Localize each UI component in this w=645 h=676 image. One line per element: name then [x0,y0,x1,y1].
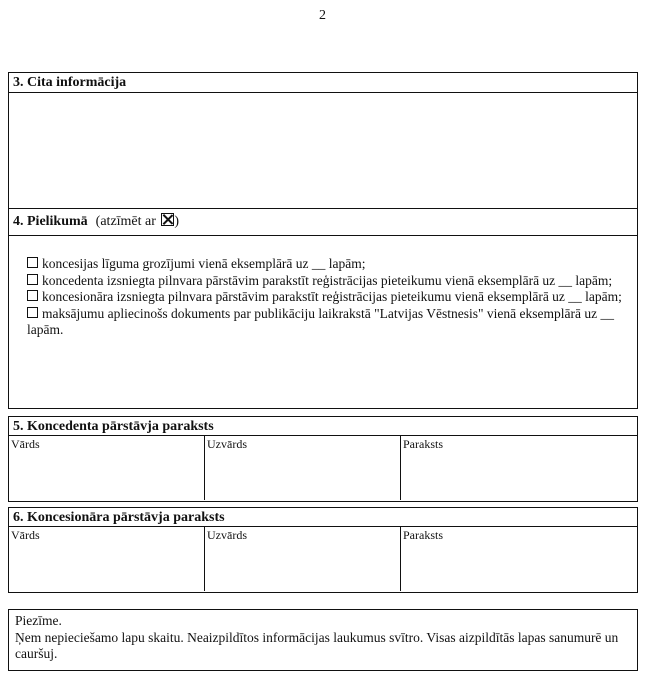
attachment-label: koncesionāra izsniegta pilnvara pārstāvim parakstīt reģistrācijas pieteikumu vienā eksemplārā uz __ lapām; [42,289,622,304]
section-grantor-signature [8,416,638,502]
section-5-title: 5. Koncedenta pārstāvja paraksts [9,417,637,436]
first-name-field[interactable] [9,436,205,500]
column-label: Vārds [11,528,40,542]
list-item [27,273,631,290]
section-attachments [8,207,638,409]
attachment-label: koncesijas līguma grozījumi vienā eksemplārā uz __ lapām; [42,256,366,271]
first-name-field[interactable] [9,527,205,591]
signature-field[interactable] [401,527,637,591]
section-4-header [9,207,637,236]
last-name-field[interactable] [205,527,401,591]
other-information-field[interactable] [9,93,637,208]
note-text: Ņem nepieciešamo lapu skaitu. Neaizpildītos informācijas laukumus svītro. Visas aizpildītās lapas sanumurē un cauršuj. [15,629,619,661]
list-item [27,289,631,306]
last-name-field[interactable] [205,436,401,500]
attachment-label: maksājumu apliecinošs dokuments par publikāciju laikrakstā "Latvijas Vēstnesis" vienā eksemplārā uz __ lapām. [27,305,615,337]
column-label: Uzvārds [207,528,247,542]
checkbox[interactable] [27,307,38,318]
signature-grid [9,527,637,591]
attachment-list [9,236,637,339]
attachment-label: koncedenta izsniegta pilnvara pārstāvim parakstīt reģistrācijas pieteikumu vienā eksemplārā uz __ lapām; [42,272,613,288]
page-number: 2 [319,8,326,23]
section-4-note [96,214,179,229]
checkbox[interactable] [27,274,38,285]
column-label: Paraksts [403,528,443,542]
list-item [27,306,631,339]
column-label: Vārds [11,437,40,451]
note-box [8,609,638,671]
checkbox[interactable] [27,257,38,268]
signature-grid [9,436,637,500]
list-item [27,256,631,273]
section-6-title: 6. Koncesionāra pārstāvja paraksts [9,508,637,527]
column-label: Uzvārds [207,437,247,451]
signature-field[interactable] [401,436,637,500]
checked-box-icon [161,213,174,226]
section-4-title: 4. Pielikumā [13,214,88,229]
section-other-information [8,72,638,209]
column-label: Paraksts [403,437,443,451]
section-3-title: 3. Cita informācija [9,73,637,93]
note-label: Piezīme. [15,613,62,628]
note-prefix: (atzīmēt ar [95,214,156,229]
checkbox[interactable] [27,290,38,301]
section-concessionaire-signature [8,507,638,593]
note-suffix: ) [174,214,180,229]
